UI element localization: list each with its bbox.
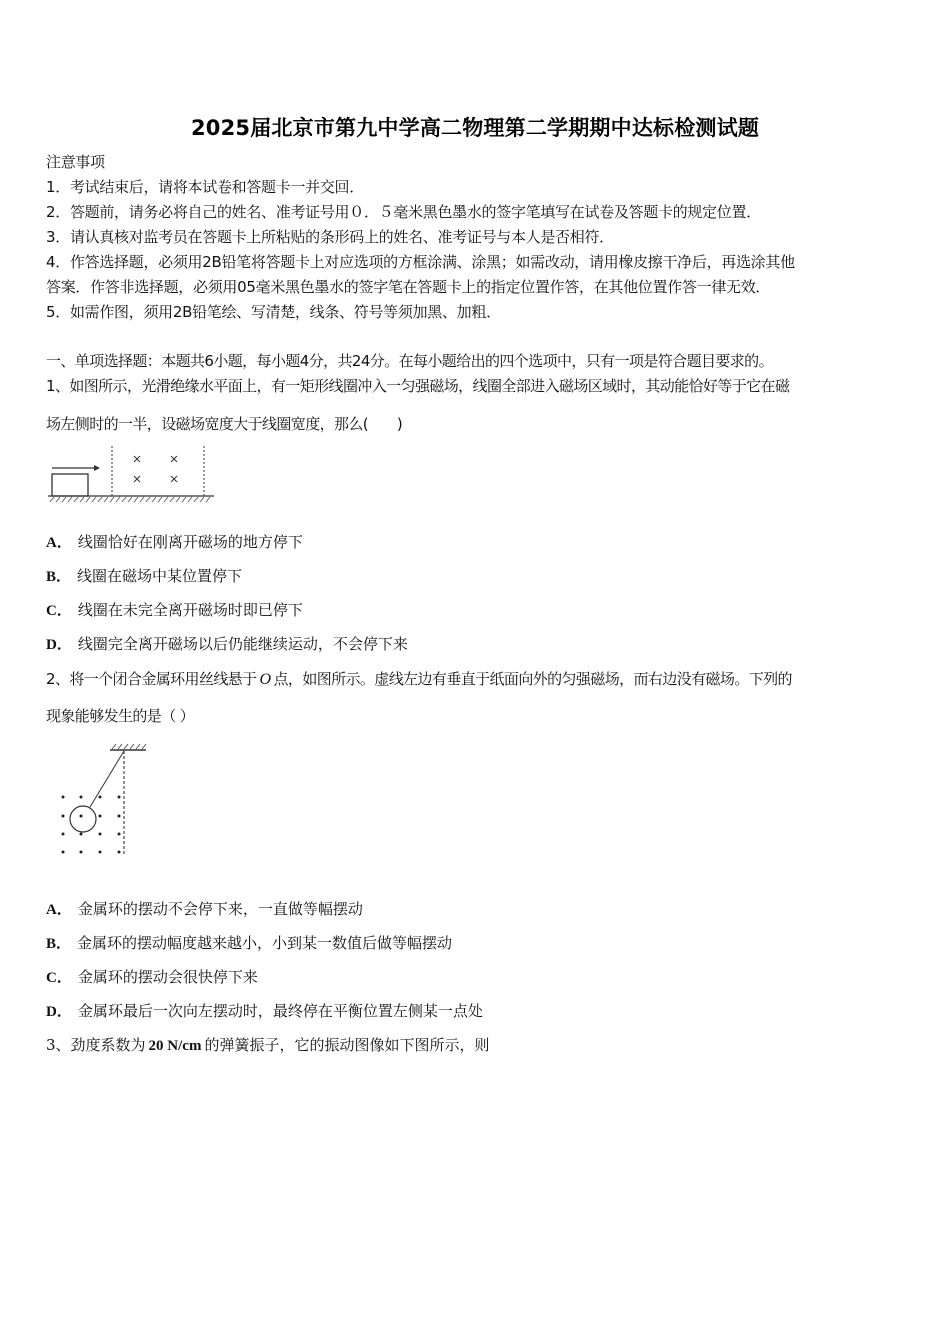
option-letter: D．	[46, 1004, 72, 1020]
option-c[interactable]	[46, 966, 258, 987]
option-letter: A．	[46, 535, 72, 551]
stem-text: 的弹簧振子，它的振动图像如下图所示，则	[204, 1036, 490, 1054]
notice-item: 1．考试结束后，请将本试卷和答题卡一并交回．	[46, 178, 364, 196]
spring-constant-value: 20 N/cm	[148, 1038, 202, 1054]
option-text: 线圈在未完全离开磁场时即已停下	[77, 601, 303, 619]
option-text: 金属环的摆动不会停下来，一直做等幅摆动	[77, 900, 363, 918]
option-d[interactable]	[46, 1000, 483, 1021]
question-1-stem: 1、如图所示，光滑绝缘水平面上，有一矩形线圈冲入一匀强磁场，线圈全部进入磁场区域时，其动能恰好等于它在磁	[46, 377, 790, 395]
section-heading: 一、单项选择题：本题共6小题，每小题4分，共24分。在每小题给出的四个选项中，只有一项是符合题目要求的。	[46, 352, 773, 370]
option-letter: C．	[46, 970, 72, 986]
question-1-stem: 场左侧时的一半，设磁场宽度大于线圈宽度，那么( )	[46, 415, 403, 433]
option-letter: A．	[46, 902, 72, 918]
option-a[interactable]	[46, 898, 363, 919]
page-title: 2025届北京市第九中学高二物理第二学期期中达标检测试题	[190, 116, 760, 140]
notice-heading: 注意事项	[46, 153, 105, 171]
coil-magnetic-field-figure	[44, 442, 216, 504]
point-o-symbol: O	[259, 671, 271, 688]
notice-item: 答案．作答非选择题，必须用05毫米黑色墨水的签字笔在答题卡上的指定位置作答，在其他位置作答一律无效．	[46, 278, 771, 296]
option-letter: B．	[46, 569, 72, 585]
option-text: 线圈恰好在刚离开磁场的地方停下	[77, 533, 303, 551]
option-letter: D．	[46, 637, 72, 653]
option-d[interactable]	[46, 633, 408, 654]
notice-item: 2．答题前，请务必将自己的姓名、准考证号用０．５毫米黑色墨水的签字笔填写在试卷及答题卡的规定位置．	[46, 203, 761, 221]
option-c[interactable]	[46, 599, 303, 620]
stem-text: 点，如图所示。虚线左边有垂直于纸面向外的匀强磁场，而右边没有磁场。下列的	[273, 670, 792, 688]
option-text: 金属环的摆动幅度越来越小，小到某一数值后做等幅摆动	[77, 934, 453, 952]
question-2-stem	[46, 668, 792, 689]
notice-item: 3．请认真核对监考员在答题卡上所粘贴的条形码上的姓名、准考证号与本人是否相符．	[46, 228, 614, 246]
option-a[interactable]	[46, 531, 303, 552]
option-letter: C．	[46, 603, 72, 619]
pendulum-ring-figure	[50, 740, 150, 858]
option-text: 线圈完全离开磁场以后仍能继续运动，不会停下来	[77, 635, 408, 653]
stem-text: 2、将一个闭合金属环用丝线悬于	[46, 670, 257, 688]
option-letter: B．	[46, 936, 72, 952]
notice-item: 5．如需作图，须用2B铅笔绘、写清楚，线条、符号等须加黑、加粗．	[46, 303, 501, 321]
stem-text: 3、劲度系数为	[46, 1036, 146, 1054]
option-text: 线圈在磁场中某位置停下	[77, 567, 243, 585]
notice-item: 4．作答选择题，必须用2B铅笔将答题卡上对应选项的方框涂满、涂黑；如需改动，请用橡皮擦干净后，再选涂其他	[46, 253, 795, 271]
question-2-stem: 现象能够发生的是（ ）	[46, 707, 195, 725]
option-b[interactable]	[46, 565, 242, 586]
question-3-stem	[46, 1034, 489, 1055]
option-b[interactable]	[46, 932, 452, 953]
option-text: 金属环最后一次向左摆动时，最终停在平衡位置左侧某一点处	[77, 1002, 483, 1020]
option-text: 金属环的摆动会很快停下来	[77, 968, 258, 986]
